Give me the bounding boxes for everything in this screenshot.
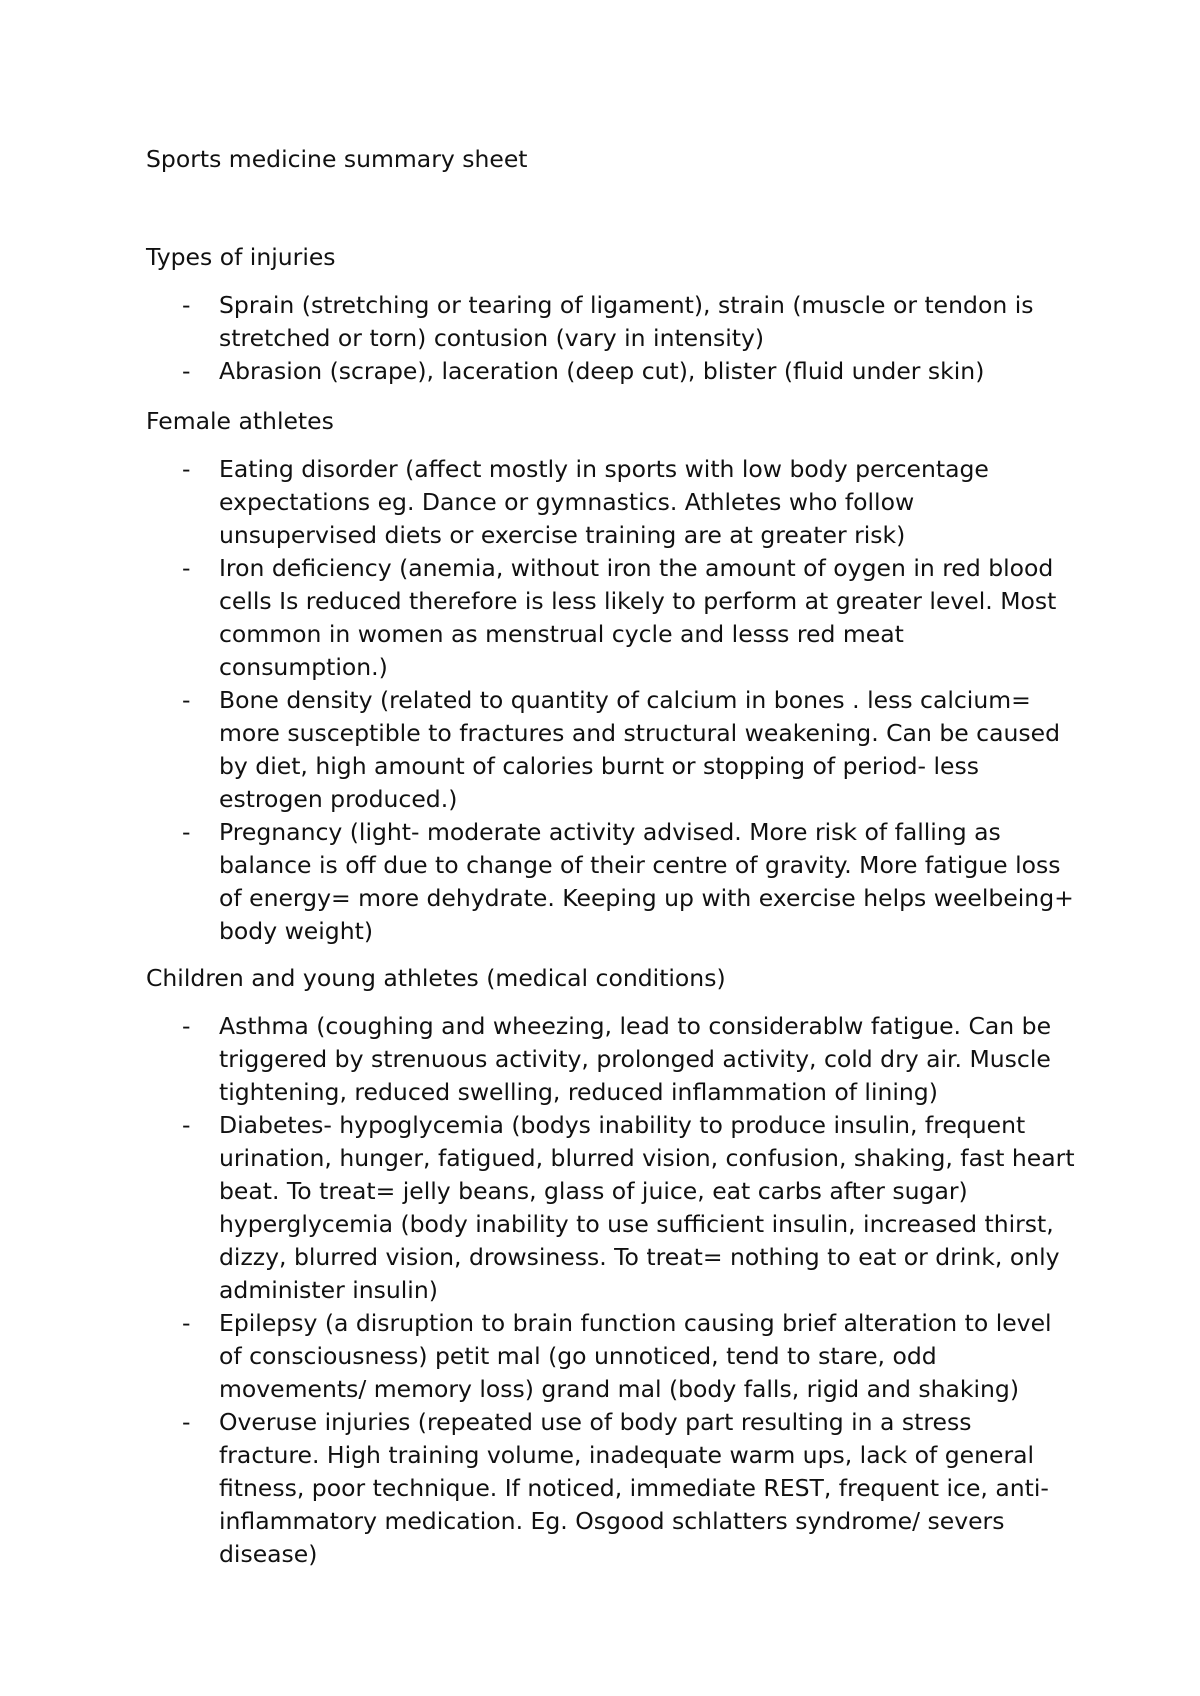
- bullet-list: [146, 453, 1076, 948]
- list-item: [146, 816, 1076, 948]
- section-female-athletes: [146, 405, 1076, 948]
- list-item: [146, 1109, 1076, 1307]
- list-item-text: Asthma (coughing and wheezing, lead to considerablw fatigue. Can be triggered by strenuous activity, prolonged activity, cold dry air. Muscle tightening, reduced swelling, reduced inflammation of lining): [219, 1012, 1052, 1106]
- list-item: [146, 1010, 1076, 1109]
- list-item-text: Abrasion (scrape), laceration (deep cut), blister (fluid under skin): [219, 357, 985, 385]
- bullet-marker: -: [182, 357, 191, 385]
- list-item-text: Sprain (stretching or tearing of ligament), strain (muscle or tendon is stretched or torn) contusion (vary in intensity): [219, 291, 1034, 352]
- list-item: [146, 355, 1076, 388]
- list-item-text: Pregnancy (light- moderate activity advised. More risk of falling as balance is off due to change of their centre of gravity. More fatigue loss of energy= more dehydrate. Keeping up with exercise helps weelbeing+ body weight): [219, 818, 1074, 945]
- list-item-text: Overuse injuries (repeated use of body part resulting in a stress fracture. High training volume, inadequate warm ups, lack of general fitness, poor technique. If noticed, immediate REST, frequent ice, anti-inflammatory medication. Eg. Osgood schlatters syndrome/ severs disease): [219, 1408, 1049, 1568]
- list-item-text: Bone density (related to quantity of calcium in bones . less calcium= more susceptible to fractures and structural weakening. Can be caused by diet, high amount of calories burnt or stopping of period- less estrogen produced.): [219, 686, 1060, 813]
- list-item: [146, 552, 1076, 684]
- list-item-text: Epilepsy (a disruption to brain function causing brief alteration to level of consciousness) petit mal (go unnoticed, tend to stare, odd movements/ memory loss) grand mal (body falls, rigid and shaking): [219, 1309, 1052, 1403]
- list-item-text: Diabetes- hypoglycemia (bodys inability to produce insulin, frequent urination, hunger, fatigued, blurred vision, confusion, shaking, fast heart beat. To treat= jelly beans, glass of juice, eat carbs after sugar) hyperglycemia (body inability to use sufficient insulin, increased thirst, dizzy, blurred vision, drowsiness. To treat= nothing to eat or drink, only administer insulin): [219, 1111, 1075, 1304]
- list-item-text: Eating disorder (affect mostly in sports with low body percentage expectations eg. Dance or gymnastics. Athletes who follow unsupervised diets or exercise training are at greater risk): [219, 455, 989, 549]
- bullet-marker: -: [182, 455, 191, 483]
- bullet-marker: -: [182, 1408, 191, 1436]
- section-children-young-athletes: [146, 962, 1076, 1571]
- section-types-of-injuries: [146, 241, 1076, 388]
- bullet-marker: -: [182, 1309, 191, 1337]
- section-heading: Female athletes: [146, 407, 334, 435]
- list-item: [146, 289, 1076, 355]
- list-item: [146, 453, 1076, 552]
- bullet-marker: -: [182, 686, 191, 714]
- bullet-marker: -: [182, 818, 191, 846]
- bullet-list: [146, 289, 1076, 388]
- section-heading: Types of injuries: [146, 243, 336, 271]
- bullet-marker: -: [182, 291, 191, 319]
- bullet-marker: -: [182, 1111, 191, 1139]
- list-item: [146, 1406, 1076, 1571]
- bullet-marker: -: [182, 1012, 191, 1040]
- list-item-text: Iron deficiency (anemia, without iron the amount of oygen in red blood cells Is reduced therefore is less likely to perform at greater level. Most common in women as menstrual cycle and lesss red meat consumption.): [219, 554, 1057, 681]
- document-title: Sports medicine summary sheet: [146, 145, 528, 173]
- bullet-list: [146, 1010, 1076, 1571]
- section-heading: Children and young athletes (medical conditions): [146, 964, 726, 992]
- bullet-marker: -: [182, 554, 191, 582]
- list-item: [146, 684, 1076, 816]
- list-item: [146, 1307, 1076, 1406]
